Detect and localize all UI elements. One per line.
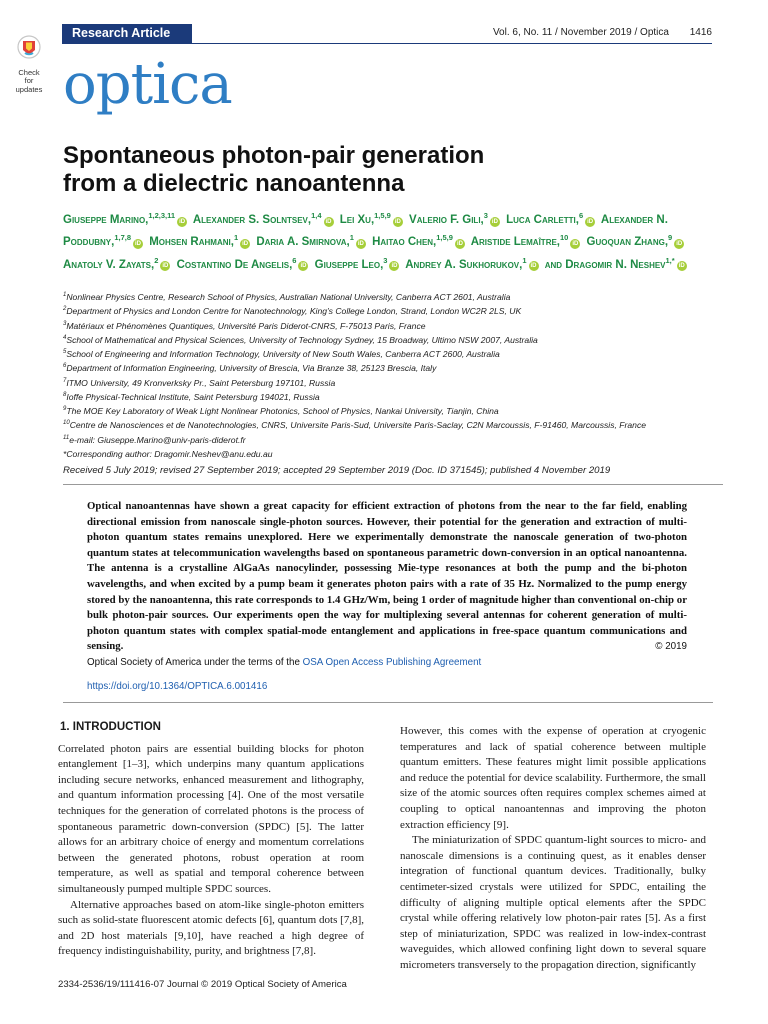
publication-dates: Received 5 July 2019; revised 27 September 2019; accepted 29 September 2019 (Doc. ID 371545); published 4 November 2019 <box>63 465 723 485</box>
copyright-statement: Optical Society of America under the terms of the <box>87 656 300 668</box>
issue-citation: Vol. 6, No. 11 / November 2019 / Optica <box>492 27 669 38</box>
author-affiliation-ref: 2 <box>154 255 159 265</box>
orcid-icon[interactable]: iD <box>242 241 249 248</box>
author-affiliation-ref: 1,7,8 <box>114 233 131 243</box>
author-affiliation-ref: 1,5,9 <box>436 233 453 243</box>
section-heading: 1. INTRODUCTION <box>60 721 161 733</box>
affiliation-number: 9 <box>63 406 67 413</box>
author-name: Giuseppe Marino, <box>63 213 149 226</box>
affiliation-item <box>63 360 723 374</box>
orcid-icon[interactable]: iD <box>587 218 594 225</box>
author-affiliation-ref: 3 <box>483 211 488 220</box>
orcid-icon[interactable]: iD <box>678 263 685 270</box>
author-affiliation-ref: 1,* <box>665 255 675 265</box>
author-name: and Dragomir N. Neshev <box>544 258 666 271</box>
affiliation-item <box>63 375 723 389</box>
affiliations <box>63 289 723 460</box>
header-bar <box>62 24 712 44</box>
affiliation-number: 10 <box>63 420 70 427</box>
crossmark-label-2: updates <box>15 85 43 94</box>
body-paragraph: Alternative approaches based on atom-like single-photon emitters such as solid-state fluorescent atomic defects [6], quantum dots [7,8], and 2D host materials [9,10], have reached a high degree of frequency indistinguishability, purity, and brightness [7,8]. <box>58 898 364 958</box>
author-affiliation-ref: 1,2,3,11 <box>148 211 176 220</box>
abstract-text: Optical nanoantennas have shown a great capacity for efficient extraction of photons from the near to the far field, enabling directional emission from nanoscale single-photon sources. However, their potential for the generation and extraction of multi-photon quantum states remains unexplored. Here we experimentally demonstrate the nanoscale generation of two-photon quantum states at telecommunication wavelengths based on spontaneous parametric down-conversion in an optical nanoantenna. The antenna is a crystalline AlGaAs nanocylinder, possessing Mie-type resonances at both the pump and the bi-photon wavelengths, and when excited by a pump beam it generates photon pairs with a rate of 35 Hz. Normalized to the pump energy stored by the nanoantenna, this rate corresponds to 1.4 GHz/Wm, being 1 order of magnitude higher than conventional on-chip or bulk photon-pair sources. Our experiments open the way for multiplexing several antennas for coherent generation of multi-photon quantum states with complex spatial-mode entanglement and applications in free-space quantum communications and sensing. <box>87 500 687 653</box>
orcid-icon[interactable]: iD <box>572 241 579 248</box>
author-affiliation-ref: 1,5,9 <box>374 211 391 220</box>
affiliation-number: 5 <box>63 349 67 356</box>
author-affiliation-ref: 3 <box>383 255 388 265</box>
author-affiliation-ref: 1 <box>233 233 239 243</box>
affiliation-text: School of Mathematical and Physical Sciences, University of Technology Sydney, 15 Broadway, Ultimo NSW 2007, Australia <box>66 334 538 345</box>
license-link[interactable]: OSA Open Access Publishing Agreement <box>302 656 482 668</box>
doi-link[interactable]: https://doi.org/10.1364/OPTICA.6.001416 <box>87 681 268 692</box>
body-paragraph: However, this comes with the expense of operation at cryogenic temperatures and lack of spatial coherence between multiple quantum emitters. These features might limit possible applications and reduce the potential for device scalability. Furthermore, the small size of the atomic sources often requires complex schemes aimed at coupling to optical nanoantennas and improving the photon extraction efficiency [9]. <box>400 725 706 831</box>
affiliation-number: 4 <box>63 334 67 341</box>
author-list <box>63 207 723 274</box>
orcid-icon[interactable]: iD <box>491 218 498 225</box>
affiliation-item <box>63 389 723 403</box>
body-column-left <box>58 720 364 960</box>
abstract <box>87 499 687 671</box>
orcid-icon[interactable]: iD <box>179 218 186 225</box>
author-name: Daria A. Smirnova, <box>256 236 350 249</box>
author-name: Andrey A. Sukhorukov, <box>405 258 523 271</box>
title-line-2: from a dielectric nanoantenna <box>63 170 405 197</box>
affiliation-number: 11 <box>63 434 70 441</box>
author-name: Mohsen Rahmani, <box>149 236 234 249</box>
author-affiliation-ref: 10 <box>560 233 569 243</box>
affiliation-number: 7 <box>63 377 67 384</box>
page-number: 1416 <box>689 27 712 38</box>
author-name: Giuseppe Leo, <box>314 258 384 271</box>
divider <box>63 702 713 703</box>
affiliation-text: Matériaux et Phénomènes Quantiques, Université Paris Diderot-CNRS, F-75013 Paris, France <box>66 320 426 331</box>
affiliation-text: Department of Information Engineering, University of Brescia, Via Branze 38, 25123 Brescia, Italy <box>66 363 437 374</box>
author-name: Lei Xu, <box>339 213 375 226</box>
orcid-icon[interactable]: iD <box>676 241 683 248</box>
author-affiliation-ref: 1 <box>349 233 354 243</box>
affiliation-number: 6 <box>63 363 67 370</box>
orcid-icon[interactable]: iD <box>456 241 463 248</box>
page-footer: 2334-2536/19/111416-07 Journal © 2019 Optical Society of America <box>58 979 347 990</box>
affiliation-item <box>63 318 723 332</box>
orcid-icon[interactable]: iD <box>300 263 307 270</box>
author-affiliation-ref: 1,4 <box>311 211 322 220</box>
crossmark-label-1: Check for <box>18 68 40 85</box>
author-name: Luca Carletti, <box>506 213 579 226</box>
crossmark-icon <box>16 35 42 63</box>
body-paragraph: The miniaturization of SPDC quantum-light sources to micro- and nanoscale dimensions is a continuing quest, as it enables denser integration of functional quantum devices. Traditionally, bulky centimeter-sized crystals were utilized for SPDC, entailing the difficulty of aligning multiple optical elements after the SPDC crystal while offering relatively low photon-pair rates [5]. As a first step of miniaturization, SPDC was realized in low-index-contrast waveguides, which allowed confining light down to several square micrometers transversely to the propagation direction, significantly <box>400 834 706 971</box>
check-for-updates-button[interactable] <box>13 35 45 94</box>
affiliation-text: School of Engineering and Information Technology, University of New South Wales, Canberra ACT 2600, Australia <box>66 348 500 359</box>
author-affiliation-ref: 1 <box>522 255 527 265</box>
body-column-right <box>400 724 706 974</box>
affiliation-item <box>63 346 723 360</box>
affiliation-item <box>63 303 723 317</box>
orcid-icon[interactable]: iD <box>357 241 364 248</box>
section-tag: Research Article <box>62 24 192 43</box>
affiliation-item <box>63 417 723 431</box>
affiliation-number: 8 <box>63 391 67 398</box>
orcid-icon[interactable]: iD <box>391 263 398 270</box>
affiliation-text: The MOE Key Laboratory of Weak Light Nonlinear Photonics, School of Physics, Nankai University, Tianjin, China <box>66 405 499 416</box>
author-name: Alexander N. Poddubny, <box>63 213 668 249</box>
affiliation-text: Nonlinear Physics Centre, Research School of Physics, Australian National University, Canberra ACT 2601, Australia <box>66 291 511 302</box>
author-name: Costantino De Angelis, <box>176 258 293 271</box>
orcid-icon[interactable]: iD <box>394 218 401 225</box>
doi <box>87 681 267 692</box>
title-line-1: Spontaneous photon-pair generation <box>63 142 485 169</box>
affiliation-number: 2 <box>63 306 67 313</box>
author-name: Aristide Lemaître, <box>470 236 560 249</box>
affiliation-item <box>63 446 723 460</box>
affiliation-item <box>63 403 723 417</box>
affiliation-item <box>63 332 723 346</box>
orcid-icon[interactable]: iD <box>162 263 169 270</box>
author-affiliation-ref: 9 <box>668 233 673 243</box>
article-title <box>63 142 723 198</box>
journal-logo: optica <box>63 52 232 117</box>
affiliation-item <box>63 289 723 303</box>
author-name: Anatoly V. Zayats, <box>63 258 155 271</box>
author-name: Haitao Chen, <box>372 236 437 249</box>
author-affiliation-ref: 6 <box>578 211 584 220</box>
affiliation-text: e-mail: Giuseppe.Marino@univ-paris-diderot.fr <box>69 434 246 445</box>
orcid-icon[interactable]: iD <box>530 263 537 270</box>
author-affiliation-ref: 6 <box>292 255 297 265</box>
affiliation-item <box>63 432 723 446</box>
issue-info <box>493 27 712 38</box>
affiliation-number: 3 <box>63 320 67 327</box>
affiliation-text: Department of Physics and London Centre for Nanotechnology, King's College London, Strand, London WC2R 2LS, UK <box>66 306 522 317</box>
orcid-icon[interactable]: iD <box>325 218 332 225</box>
author-name: Guoquan Zhang, <box>586 236 669 249</box>
affiliation-text: *Corresponding author: Dragomir.Neshev@anu.edu.au <box>63 448 273 459</box>
affiliation-text: Ioffe Physical-Technical Institute, Saint Petersburg 194021, Russia <box>66 391 320 402</box>
orcid-icon[interactable]: iD <box>135 241 141 248</box>
body-paragraph: Correlated photon pairs are essential building blocks for photon entanglement [1–3], which underpins many quantum applications including secure networks, enhanced measurement and lithography, and quantum information processing [4]. One of the most versatile techniques for the generation of correlated photons is the process of spontaneous parametric down-conversion (SPDC) [5]. The latter allows for an arbitrary choice of energy and momentum correlations between the generated photons, robust operation at room temperature, as well as spatial and temporal coherence between simultaneously pumped multiple SPDC sources. <box>58 742 364 895</box>
author-name: Valerio F. Gili, <box>409 213 484 226</box>
copyright-year: © 2019 <box>655 641 687 653</box>
affiliation-text: Centre de Nanosciences et de Nanotechnologies, CNRS, Universite Paris-Sud, Universite Paris-Saclay, C2N Marcoussis, F-91460, Marcoussis, France <box>69 420 647 431</box>
author-name: Alexander S. Solntsev, <box>192 213 312 226</box>
affiliation-text: ITMO University, 49 Kronverksky Pr., Saint Petersburg 197101, Russia <box>66 377 336 388</box>
affiliation-number: 1 <box>63 292 67 298</box>
